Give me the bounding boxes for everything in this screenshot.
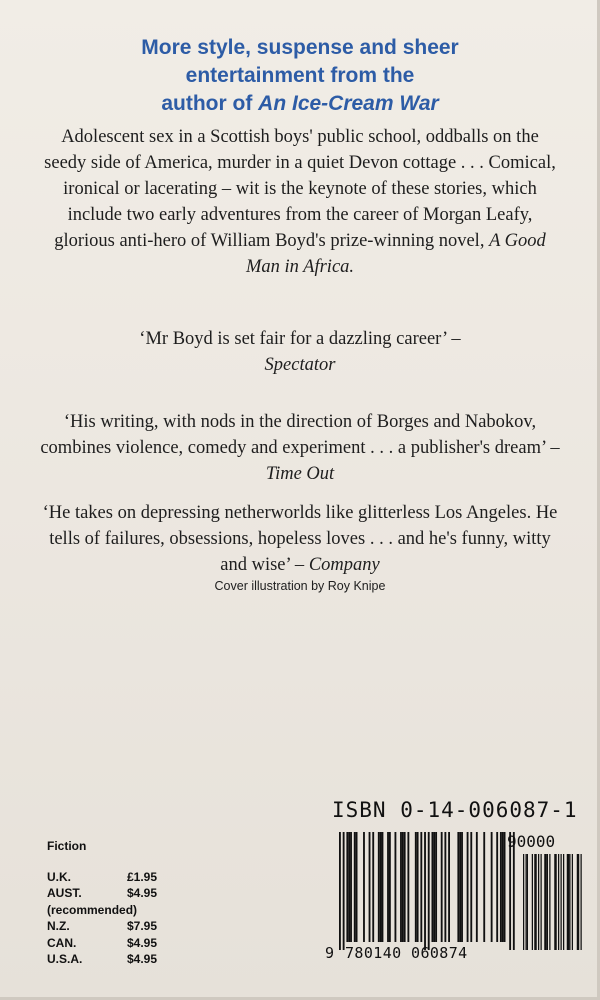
headline-line-3-prefix: author of bbox=[161, 92, 259, 115]
price-row bbox=[47, 902, 157, 919]
barcode-bar bbox=[500, 832, 502, 942]
barcode-bar bbox=[404, 832, 406, 942]
quote-text: ‘His writing, with nods in the direction of Borges and Nabokov, combines violence, comedy and experiment . . . a publisher's dream’ – bbox=[40, 412, 560, 458]
barcode-bar bbox=[415, 832, 417, 942]
category-label: Fiction bbox=[47, 839, 87, 853]
add-on-bar bbox=[544, 854, 545, 950]
isbn-number: ISBN 0-14-006087-1 bbox=[332, 798, 578, 822]
barcode-bar bbox=[395, 832, 397, 942]
barcode-bar bbox=[380, 832, 382, 942]
barcode-bar bbox=[435, 832, 437, 942]
barcode-bar bbox=[470, 832, 472, 942]
price-region: U.S.A. bbox=[47, 952, 83, 966]
add-on-bar bbox=[563, 854, 564, 950]
barcode bbox=[325, 832, 587, 972]
add-on-bar bbox=[546, 854, 547, 950]
price-row bbox=[47, 951, 157, 968]
cover-illustration-credit: Cover illustration by Roy Knipe bbox=[214, 579, 386, 593]
price-region: N.Z. bbox=[47, 919, 70, 933]
barcode-bar bbox=[389, 832, 391, 942]
ean-digit-groups: 780140 060874 bbox=[345, 944, 468, 962]
add-on-bar bbox=[561, 854, 562, 950]
barcode-bar bbox=[483, 832, 485, 942]
add-on-bar bbox=[536, 854, 537, 950]
add-on-bar bbox=[526, 854, 527, 950]
barcode-bar bbox=[461, 832, 463, 942]
barcode-bar bbox=[417, 832, 419, 942]
barcode-bar bbox=[400, 832, 402, 942]
barcode-bar bbox=[402, 832, 404, 942]
add-on-bar bbox=[568, 854, 569, 950]
barcode-bar bbox=[354, 832, 356, 942]
add-on-bar bbox=[541, 854, 542, 950]
barcode-bar bbox=[387, 832, 389, 942]
price-value: £1.95 bbox=[126, 869, 157, 884]
quote-text: ‘Mr Boyd is set fair for a dazzling career’ – bbox=[139, 329, 461, 349]
add-on-bar bbox=[569, 854, 570, 950]
barcode-bar bbox=[378, 832, 380, 942]
review-quote bbox=[40, 409, 560, 487]
barcode-bar bbox=[444, 832, 446, 942]
barcode-bar bbox=[382, 832, 384, 942]
barcode-bar bbox=[428, 832, 430, 950]
barcode-bar bbox=[339, 832, 341, 950]
barcode-bar bbox=[407, 832, 409, 942]
barcode-bar bbox=[467, 832, 469, 942]
barcode-bar bbox=[441, 832, 443, 942]
barcode-bar bbox=[459, 832, 461, 942]
quote-source: Spectator bbox=[264, 355, 336, 375]
add-on-bar bbox=[547, 854, 548, 950]
blurb bbox=[40, 124, 560, 280]
add-on-bar bbox=[523, 854, 524, 950]
barcode-bar bbox=[457, 832, 459, 942]
add-on-bar bbox=[538, 854, 539, 950]
barcode-bar bbox=[476, 832, 478, 942]
review-quote bbox=[40, 326, 560, 378]
barcode-bar bbox=[346, 832, 348, 942]
price-value: $4.95 bbox=[126, 935, 157, 950]
add-on-bar bbox=[577, 854, 578, 950]
headline-line-3 bbox=[40, 90, 560, 118]
headline bbox=[40, 34, 560, 118]
price-region: AUST. bbox=[47, 886, 82, 900]
price-row bbox=[47, 935, 157, 952]
price-region: CAN. bbox=[47, 935, 77, 950]
barcode-bar bbox=[356, 832, 358, 942]
barcode-bar bbox=[496, 832, 498, 942]
add-on-bar bbox=[578, 854, 579, 950]
price-region: (recommended) bbox=[47, 902, 138, 917]
headline-line-1: More style, suspense and sheer bbox=[141, 36, 459, 59]
barcode-add-on-digits: 90000 bbox=[507, 832, 556, 851]
headline-line-2: entertainment from the bbox=[185, 64, 415, 87]
barcode-bar bbox=[491, 832, 493, 942]
barcode-bar bbox=[350, 832, 352, 942]
add-on-bar bbox=[554, 854, 555, 950]
barcode-bar bbox=[420, 832, 422, 942]
review-quote bbox=[40, 500, 560, 578]
add-on-bar bbox=[572, 854, 573, 950]
barcode-bar bbox=[372, 832, 374, 942]
blurb-novel-title: A Good Man in Africa. bbox=[245, 231, 546, 277]
price-region: U.K. bbox=[47, 869, 71, 884]
price-row bbox=[47, 885, 157, 902]
blurb-text: Adolescent sex in a Scottish boys' public school, oddballs on the seedy side of America, murder in a quiet Devon cottage . . . Comical, ironical or lacerating – wit is the keynote of these stories, which include two early adventures from the career of Morgan Leafy, glorious anti-hero of William Boyd's prize-winning novel, bbox=[44, 127, 556, 251]
add-on-bar bbox=[534, 854, 535, 950]
add-on-bar bbox=[556, 854, 557, 950]
price-list bbox=[47, 838, 157, 968]
barcode-bar bbox=[363, 832, 365, 942]
barcode-bar bbox=[504, 832, 506, 942]
barcode-bar bbox=[343, 832, 345, 950]
quote-source: Company bbox=[308, 555, 380, 575]
add-on-bar bbox=[527, 854, 528, 950]
barcode-bar bbox=[502, 832, 504, 942]
price-value: $4.95 bbox=[126, 952, 157, 966]
price-row bbox=[47, 869, 157, 886]
add-on-bar bbox=[581, 854, 582, 950]
barcode-bar bbox=[433, 832, 435, 942]
headline-book-title: An Ice-Cream War bbox=[258, 92, 439, 115]
barcode-bar bbox=[448, 832, 450, 942]
price-value: $4.95 bbox=[126, 886, 157, 900]
ean-lead-digit: 9 bbox=[325, 944, 335, 962]
add-on-bar bbox=[549, 854, 550, 950]
barcode-bar bbox=[348, 832, 350, 942]
price-row bbox=[47, 918, 157, 935]
add-on-bar bbox=[532, 854, 533, 950]
barcode-bar bbox=[432, 832, 434, 942]
add-on-bar bbox=[558, 854, 559, 950]
barcode-bar bbox=[424, 832, 426, 950]
price-value: $7.95 bbox=[126, 919, 157, 933]
add-on-bar bbox=[567, 854, 568, 950]
quote-text: ‘He takes on depressing netherworlds like glitterless Los Angeles. He tells of failures, obsessions, hopeless loves . . . and he's funny, witty and wise’ – bbox=[42, 503, 558, 575]
barcode-bar bbox=[369, 832, 371, 942]
quote-source: Time Out bbox=[265, 464, 335, 484]
